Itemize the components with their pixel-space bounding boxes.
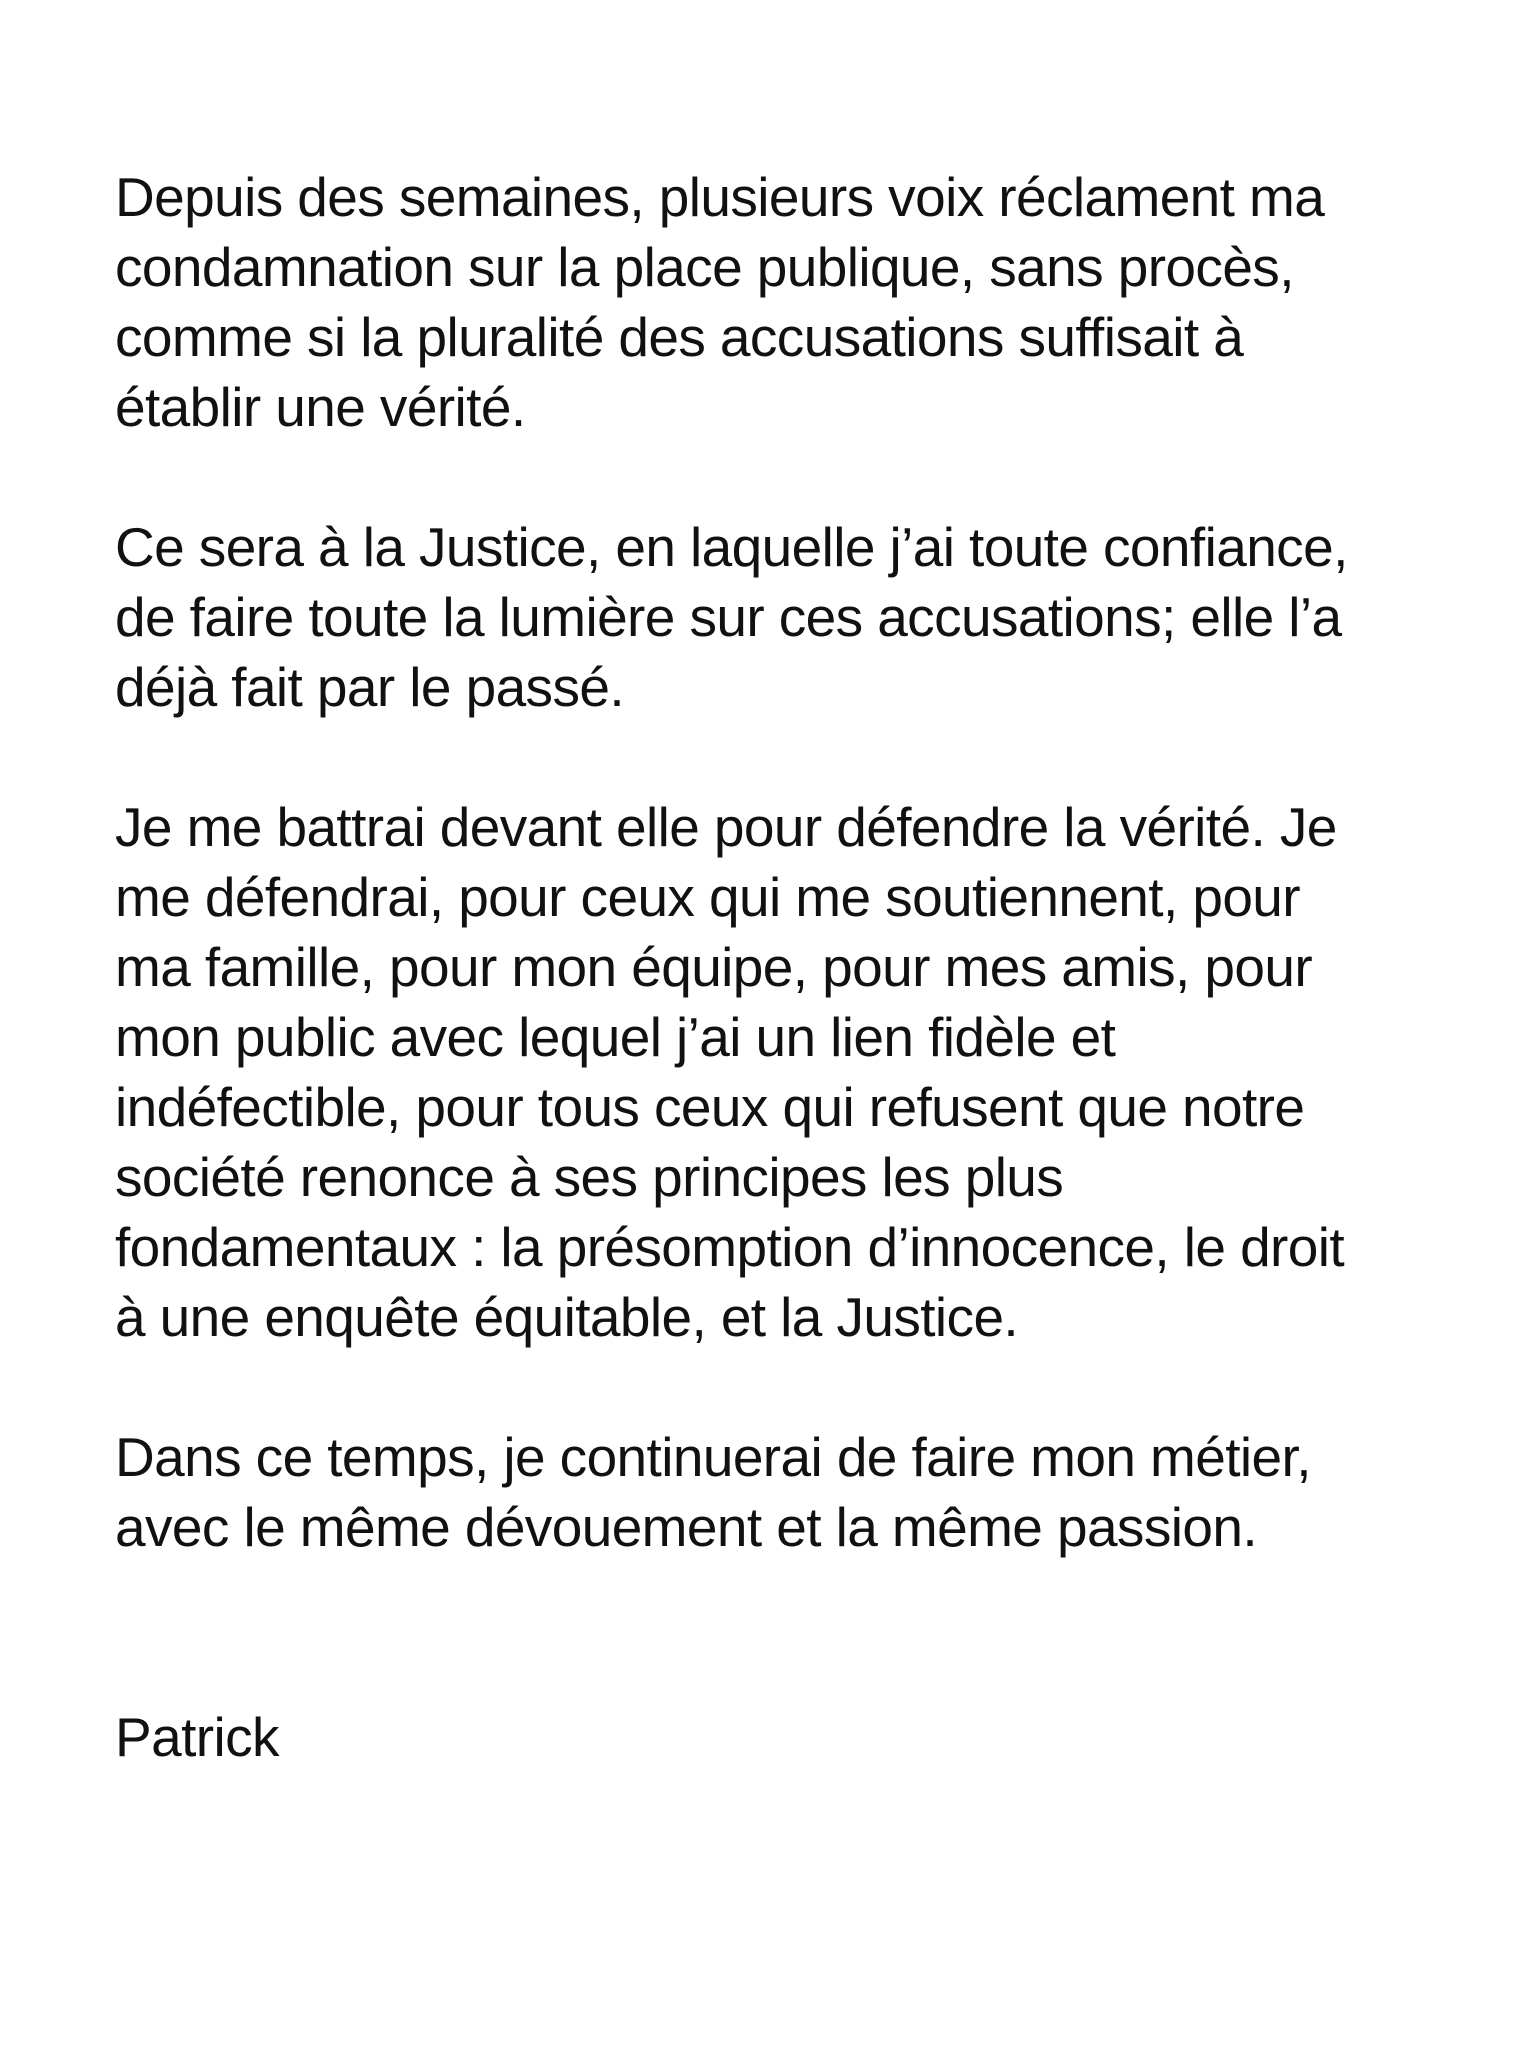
paragraph-line: Ce sera à la Justice, en laquelle j’ai toute confiance,: [115, 516, 1348, 578]
statement-text: [115, 162, 1435, 1772]
paragraph-spacer: [115, 1352, 1435, 1422]
paragraph-line: mon public avec lequel j’ai un lien fidèle et: [115, 1006, 1116, 1068]
paragraph-line: Dans ce temps, je continuerai de faire mon métier,: [115, 1426, 1311, 1488]
paragraph-3: [115, 792, 1435, 1352]
paragraph-line: me défendrai, pour ceux qui me soutiennent, pour: [115, 866, 1301, 928]
paragraph-line: établir une vérité.: [115, 376, 526, 438]
signature-spacer: [115, 1562, 1435, 1702]
paragraph-spacer: [115, 442, 1435, 512]
paragraph-line: comme si la pluralité des accusations suffisait à: [115, 306, 1244, 368]
paragraph-spacer: [115, 722, 1435, 792]
paragraph-line: condamnation sur la place publique, sans procès,: [115, 236, 1294, 298]
paragraph-line: société renonce à ses principes les plus: [115, 1146, 1064, 1208]
paragraph-line: avec le même dévouement et la même passion.: [115, 1496, 1258, 1558]
paragraph-1: [115, 162, 1435, 442]
paragraph-line: à une enquête équitable, et la Justice.: [115, 1286, 1019, 1348]
paragraph-line: Je me battrai devant elle pour défendre la vérité. Je: [115, 796, 1337, 858]
signature: Patrick: [115, 1706, 279, 1768]
paragraph-4: [115, 1422, 1435, 1562]
paragraph-2: [115, 512, 1435, 722]
paragraph-line: de faire toute la lumière sur ces accusations; elle l’a: [115, 586, 1342, 648]
paragraph-line: fondamentaux : la présomption d’innocence, le droit: [115, 1216, 1345, 1278]
paragraph-line: Depuis des semaines, plusieurs voix réclament ma: [115, 166, 1325, 228]
paragraph-line: déjà fait par le passé.: [115, 656, 625, 718]
paragraph-line: ma famille, pour mon équipe, pour mes amis, pour: [115, 936, 1313, 998]
paragraph-line: indéfectible, pour tous ceux qui refusent que notre: [115, 1076, 1305, 1138]
